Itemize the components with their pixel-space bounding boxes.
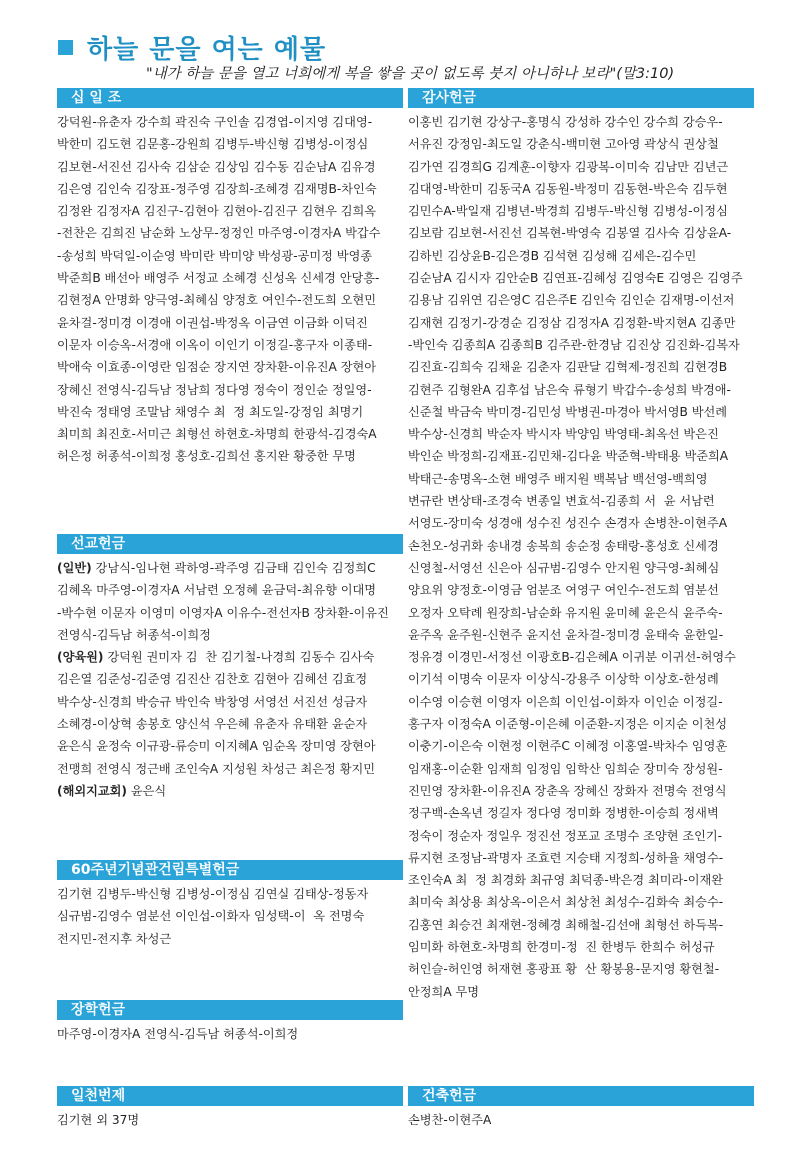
donor-line: -박인숙 김종희A 김종희B 김주관-한경남 김진상 김진화-김복자 xyxy=(408,337,740,352)
page-title-block xyxy=(58,30,326,64)
section-firstfruit xyxy=(57,1086,403,1131)
donor-line: 김용남 김위연 김은영C 김은주E 김인숙 김인순 김재명-이선저 xyxy=(408,293,735,308)
donor-line xyxy=(57,557,402,579)
group-prefix: (해외지교회) xyxy=(57,783,128,798)
donor-line: 이문자 이승옥-서경애 이옥이 이인기 이정길-홍구자 이종태- xyxy=(57,337,373,352)
donor-line: 마주영-이경자A 전영식-김득남 허종석-이희정 xyxy=(57,1027,299,1041)
donor-line xyxy=(57,646,402,668)
donor-line: 류지현 조정남-곽명자 조효련 지승태 지정희-성하율 채영수- xyxy=(408,850,724,865)
donor-line: 오정자 오탁례 원장희-남순화 유지원 윤미혜 윤은식 윤주숙- xyxy=(408,605,723,620)
donor-line: 이충기-이은숙 이현정 이현주C 이혜정 이홍열-박차수 임영훈 xyxy=(408,739,728,754)
section-header-thanks: 감사헌금 xyxy=(408,88,754,108)
donor-line: 김가연 김경희G 김계훈-이향자 김광복-이미숙 김남만 김년근 xyxy=(408,159,729,174)
donor-line: 허은정 허종석-이희정 홍성호-김희선 홍지완 황중한 무명 xyxy=(57,449,356,464)
donor-line: 전맹희 전영식 정근배 조인숙A 지성원 차성근 최은정 황지민 xyxy=(57,761,376,776)
donor-line: 최미희 최진호-서미근 최형선 하현호-차명희 한광석-김경숙A xyxy=(57,427,377,442)
donor-line: 손병찬-이현주A xyxy=(408,1113,492,1127)
donor-line: 김현주 김형완A 김후섭 남은숙 류형기 박갑수-송성희 박경애- xyxy=(408,382,731,397)
section-scholarship xyxy=(57,1000,403,1045)
donor-line: 최미숙 최상용 최상옥-이은서 최상천 최성수-김화숙 최승수- xyxy=(408,895,724,910)
donor-line: 김기현 외 37명 xyxy=(57,1113,140,1127)
donor-line: 조인숙A 최 정 최경화 최규영 최덕종-박은경 최미라-이재완 xyxy=(408,873,724,888)
section-anniversary xyxy=(57,860,403,950)
donor-line: 서영도-장미숙 성경애 성수진 성진수 손경자 손병찬-이현주A xyxy=(408,516,728,531)
donor-line: 김기현 김병두-박신형 김병성-이정심 김연실 김태상-정동자 xyxy=(57,887,369,901)
donor-line: 정구백-손옥년 정길자 정다영 정미화 정병한-이승희 정새벽 xyxy=(408,806,719,821)
donor-line: 허인슬-허인영 허재현 홍광표 황 산 황봉용-문지영 황현철- xyxy=(408,962,720,977)
donor-line: 박태근-송명옥-소현 배영주 배지원 백복남 백선영-백희영 xyxy=(408,471,708,486)
donor-line: 신준철 박금숙 박미경-김민성 박병권-마경아 박서영B 박선례 xyxy=(408,404,728,419)
donor-line: 강덕원-유춘자 강수희 곽진숙 구인솔 김경엽-이지영 김대영- xyxy=(57,115,373,129)
donor-line: 정유경 이경민-서정선 이광호B-김은혜A 이귀분 이귀선-허영수 xyxy=(408,650,736,665)
donor-line: 이수영 이승현 이영자 이은희 이인섭-이화자 이인순 이정길- xyxy=(408,694,723,709)
bible-verse: "내가 하늘 문을 열고 너희에게 복을 쌓을 곳이 없도록 붓지 아니하나 보라"(말3:10) xyxy=(146,66,675,82)
group-first-line: 윤은식 xyxy=(127,783,167,798)
donor-line: 장혜신 전영식-김득남 정남희 정다영 정숙이 정인순 정일영- xyxy=(57,382,372,397)
group-prefix: (일반) xyxy=(57,561,92,575)
donor-line: 박애숙 이효종-이영란 임점순 장지연 장차환-이유진A 장현아 xyxy=(57,360,377,375)
donor-line: 안정희A 무명 xyxy=(408,984,480,999)
donor-line: 김은열 김준성-김준영 김진산 김찬호 김현아 김혜선 김효정 xyxy=(57,672,368,687)
group-prefix: (양육원) xyxy=(57,650,104,665)
donor-line: 임미화 하현호-차명희 한경미-정 진 한병두 한희수 허성규 xyxy=(408,939,715,954)
donor-line: 박수상-신경희 박승규 박인숙 박창영 서영선 서진선 성금자 xyxy=(57,694,368,709)
donor-line: 김현정A 안명화 양극영-최혜심 양정호 여인수-전도희 오현민 xyxy=(57,293,377,308)
donor-line: -전찬은 김희진 남순화 노상무-정정인 마주영-이경자A 박갑수 xyxy=(57,226,381,241)
donor-line: 김순남A 김시자 김안순B 김연표-김혜성 김영숙E 김영은 김영주 xyxy=(408,271,743,286)
donor-line: 김재현 김정기-강경순 김정삼 김정자A 김정환-박지현A 김종만 xyxy=(408,315,736,330)
donor-line: 김혜옥 마주영-이경자A 서남련 오정혜 윤금덕-최유향 이대명 xyxy=(57,583,377,598)
donor-line: 정숙이 정순자 정일우 정진선 정포교 조명수 조양현 조인기- xyxy=(408,828,723,843)
section-body-sipilio xyxy=(57,111,402,468)
section-body-anniversary xyxy=(57,883,402,950)
section-building xyxy=(408,1086,754,1131)
donor-line: 윤차걸-정미경 이경애 이권섭-박정옥 이금연 이금화 이덕진 xyxy=(57,315,368,330)
donor-line: 김은영 김인숙 김장표-정주영 김장희-조혜경 김재명B-차인숙 xyxy=(57,181,377,196)
donor-line: 김보현-서진선 김사숙 김삼순 김상임 김수동 김순남A 김유경 xyxy=(57,159,376,174)
donor-line: 김하빈 김상윤B-김은경B 김석현 김성해 김세은-김수민 xyxy=(408,248,697,263)
donor-line: 홍구자 이정숙A 이준형-이은혜 이준환-지정은 이지순 이천성 xyxy=(408,717,728,732)
section-header-scholarship: 장학헌금 xyxy=(57,1000,403,1020)
donor-line: 김민수A-박일재 김병년-박경희 김병두-박신형 김병성-이정심 xyxy=(408,204,728,219)
donor-line: -송성희 박덕일-이순영 박미란 박미양 박성광-공미정 박영종 xyxy=(57,248,373,263)
group-first-line: 강덕원 권미자 김 찬 김기철-나경희 김동수 김사숙 xyxy=(103,650,375,665)
section-header-firstfruit: 일천번제 xyxy=(57,1086,403,1106)
donor-line: 박준희B 배선아 배영주 서정교 소혜경 신성옥 신세경 안당흥- xyxy=(57,271,380,286)
section-header-anniversary: 60주년기념관건립특별헌금 xyxy=(57,860,403,880)
donor-line: 심규범-김영수 염분선 이인섭-이화자 임성택-이 옥 전명숙 xyxy=(57,909,365,924)
group-first-line: 강남식-임나현 곽하영-곽주영 김금태 김인숙 김정희C xyxy=(91,561,376,575)
donor-line: 전영식-김득남 허종석-이희정 xyxy=(57,627,211,642)
donor-line: -박수현 이문자 이영미 이영자A 이유수-전선자B 장차환-이유진 xyxy=(57,605,389,620)
donor-line: 박한미 김도현 김문홍-강원희 김병두-박신형 김병성-이정심 xyxy=(57,137,369,152)
donor-line: 신영철-서영선 신은아 심규범-김영수 안지원 양극영-최혜심 xyxy=(408,560,720,575)
donor-line: 서유진 강정임-최도일 강춘식-백미현 고아영 곽상식 권상철 xyxy=(408,137,719,152)
donor-line: 박진숙 정태영 조말남 채영수 최 정 최도일-강정임 최명기 xyxy=(57,404,364,419)
section-header-building: 건축헌금 xyxy=(408,1086,754,1106)
page-title: 하늘 문을 여는 예물 xyxy=(87,34,327,65)
donor-line: 윤은식 윤정숙 이규광-류승미 이지혜A 임순옥 장미영 장현아 xyxy=(57,739,376,754)
title-square-icon xyxy=(58,40,73,55)
section-body-thanks xyxy=(408,111,753,1003)
donor-line: 이기석 이명숙 이문자 이상식-강용주 이상학 이상호-한성례 xyxy=(408,672,719,687)
section-header-mission: 선교헌금 xyxy=(57,534,403,554)
donor-line: 소혜경-이상혁 송봉호 양신석 우은혜 유춘자 유태환 윤순자 xyxy=(57,717,368,732)
section-body-firstfruit xyxy=(57,1109,402,1131)
section-mission xyxy=(57,534,403,802)
donor-line: 박인순 박정희-김재표-김민채-김다윤 박준혁-박태용 박준희A xyxy=(408,449,729,464)
donor-line: 김대영-박한미 김동국A 김동원-박정미 김동현-박은숙 김두현 xyxy=(408,181,728,196)
donor-line: 김정완 김정자A 김진구-김현아 김현아-김진구 김현우 김희옥 xyxy=(57,204,377,219)
donor-line: 전지민-전지후 차성근 xyxy=(57,931,172,946)
section-header-sipilio: 십 일 조 xyxy=(57,88,403,108)
donor-line: 김보람 김보현-서진선 김복현-박영숙 김봉열 김사숙 김상윤A- xyxy=(408,226,732,241)
donor-line: 윤주옥 윤주원-신현주 윤지선 윤차걸-정미경 윤태숙 윤한일- xyxy=(408,627,724,642)
section-body-mission xyxy=(57,557,402,802)
donor-line: 진민영 장차환-이유진A 장춘옥 장혜신 장화자 전명숙 전영식 xyxy=(408,783,727,798)
section-thanks xyxy=(408,88,754,1003)
donor-line: 양요위 양정호-이영금 엄분조 여영구 여인수-전도희 염분선 xyxy=(408,583,719,598)
donor-line: 이홍빈 김기현 강상구-홍명식 강성하 강수인 강수희 강승우- xyxy=(408,115,723,129)
donor-line: 변규란 변상태-조경숙 변종일 변효석-김종희 서 윤 서남련 xyxy=(408,494,715,509)
donor-line: 김진효-김희숙 김채윤 김춘자 김판달 김혁제-정진희 김현경B xyxy=(408,360,728,375)
donor-line: 박수상-신경희 박순자 박시자 박양임 박영태-최옥선 박은진 xyxy=(408,427,719,442)
donor-line: 임재홍-이순환 임재희 임정임 임학산 임희순 장미숙 장성원- xyxy=(408,761,723,776)
donor-line: 손천오-성귀화 송내경 송복희 송순정 송태랑-홍성호 신세경 xyxy=(408,538,719,553)
donor-line: 김홍연 최승건 최재현-정혜경 최해철-김선애 최형선 하득복- xyxy=(408,917,724,932)
donor-line xyxy=(57,780,402,802)
section-body-scholarship xyxy=(57,1023,402,1045)
section-sipilio xyxy=(57,88,403,468)
section-body-building xyxy=(408,1109,753,1131)
